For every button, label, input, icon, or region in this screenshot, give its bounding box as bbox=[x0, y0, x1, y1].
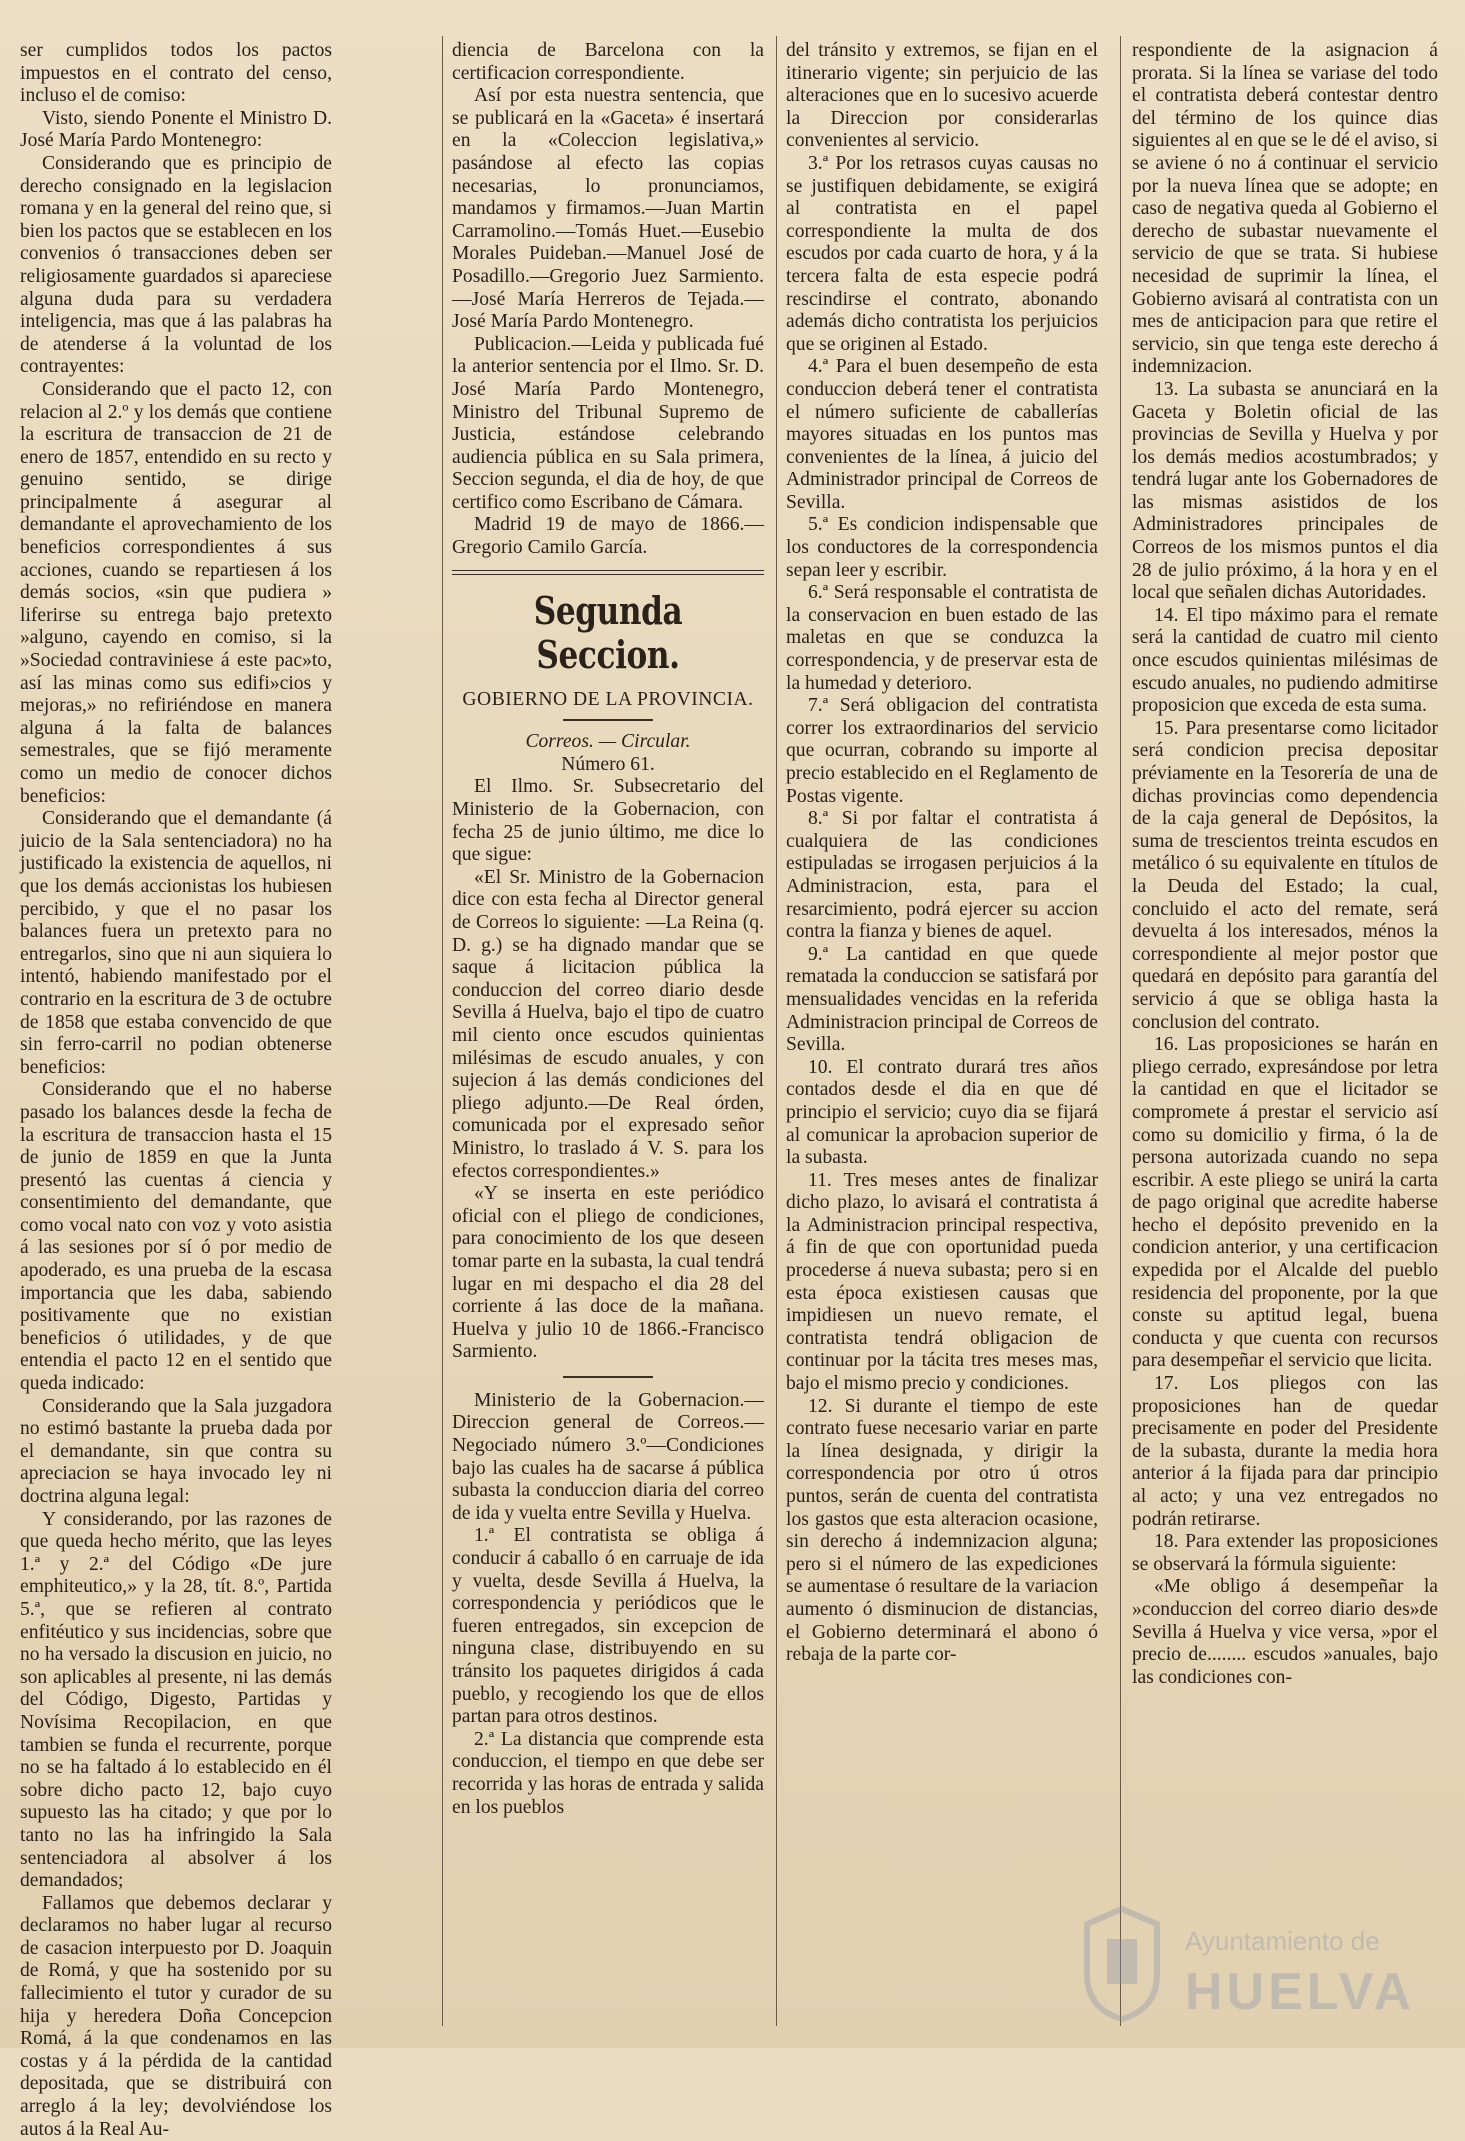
paragraph: 15. Para presentarse como licitador será condicion precisa depositar préviamente en la Tesorería de una de dichas provincias como dependencia de la caja general de Depósitos, la suma de trescientos treinta escudos en metálico ó su equivalente en títulos de la Deuda del Estado; la cual, concluido el acto del remate, será devuelta á los interesados, ménos la correspondiente al mejor postor que quedará en depósito para garantía del servicio á que se obliga hasta la conclusion del contrato. bbox=[1132, 717, 1438, 1033]
paragraph: 11. Tres meses antes de finalizar dicho plazo, lo avisará el contratista á la Administracion principal respectiva, á fin de que con oportunidad pueda procederse á nueva subasta; pero si en esta época existiesen causas que impidiesen un nuevo remate, el contratista tendrá obligacion de continuar por la tácita tres meses mas, bajo el mismo precio y condiciones. bbox=[786, 1169, 1098, 1395]
paragraph: 10. El contrato durará tres años contados desde el dia en que dé principio el servicio; cuyo dia se fijará al comunicar la aprobacion superior de la subasta. bbox=[786, 1056, 1098, 1169]
column-4 bbox=[1132, 40, 1438, 2025]
column-rule bbox=[1120, 36, 1121, 2026]
paragraph: Considerando que el demandante (á juicio de la Sala sentenciadora) no ha justificado la existencia de aquellos, ni que los demás accionistas los hubiesen percibido, y que el no pasar los balances fuera un pretexto para no entregarlos, sino que ni aun siquiera lo intentó, habiendo manifestado por el contrario en la escritura de 3 de octubre de 1858 que estaba convencido de que sin ferro-carril no podian obtenerse beneficios: bbox=[20, 808, 332, 1078]
paragraph: 17. Los pliegos con las proposiciones han de quedar precisamente en poder del Presidente de la subasta, durante la media hora anterior á la fijada para dar principio al acto; y una vez entregados no podrán retirarse. bbox=[1132, 1373, 1438, 1530]
paragraph: ser cumplidos todos los pactos impuestos en el contrato del censo, incluso el de comiso: bbox=[20, 40, 332, 107]
paragraph: 18. Para extender las proposiciones se observará la fórmula siguiente: bbox=[1132, 1531, 1438, 1575]
paragraph: 8.ª Si por faltar el contratista á cualquiera de las condiciones estipuladas se irrogasen perjuicios á la Administracion, esta, para el resarcimiento, podrá ejercer su accion contra la fianza y bienes de aquel. bbox=[786, 808, 1098, 943]
column-rule bbox=[442, 36, 443, 2026]
paragraph: del tránsito y extremos, se fijan en el itinerario vigente; sin perjuicio de las alteraciones que en lo sucesivo acuerde la Direccion por considerarlas convenientes al servicio. bbox=[786, 40, 1098, 152]
paragraph: 9.ª La cantidad en que quede rematada la conduccion se satisfará por mensualidades vencidas en la referida Administracion principal de Correos de Sevilla. bbox=[786, 943, 1098, 1056]
paragraph: respondiente de la asignacion á prorata. Si la línea se variase del todo el contratista deberá contestar dentro del término de los quince dias siguientes al en que se le dé el aviso, si se aviene ó no á continuar el servicio por la nueva línea que se adopte; en caso de negativa queda al Gobierno el derecho de subastar nuevamente el servicio de que se trata. Si hubiese necesidad de suprimir la línea, el Gobierno avisará al contratista con un mes de anticipacion para que retire el servicio, sin que tenga este derecho á indemnizacion. bbox=[1132, 40, 1438, 378]
column-2 bbox=[452, 40, 764, 2025]
paragraph: 5.ª Es condicion indispensable que los conductores de la correspondencia sepan leer y escribir. bbox=[786, 514, 1098, 581]
paragraph: Considerando que es principio de derecho consignado en la legislacion romana y en la general del reino que, si bien los pactos que se establecen en los convenios ó transacciones deben ser religiosamente guardados si apareciese alguna duda para su verdadera inteligencia, mas que á las palabras ha de atenderse á la voluntad de los contrayentes: bbox=[20, 152, 332, 378]
column-1 bbox=[20, 40, 332, 2140]
section-subtitle: GOBIERNO DE LA PROVINCIA. bbox=[462, 688, 754, 710]
paragraph: Madrid 19 de mayo de 1866.—Gregorio Camilo García. bbox=[452, 514, 764, 559]
paragraph: El Ilmo. Sr. Subsecretario del Ministerio de la Gobernacion, con fecha 25 de junio último, me dice lo que sigue: bbox=[452, 776, 764, 866]
coat-of-arms-icon bbox=[1077, 1904, 1167, 2024]
paragraph: Considerando que el pacto 12, con relacion al 2.º y los demás que contiene la escritura de transaccion de 21 de enero de 1857, entendido en su recto y genuino sentido, se dirige principalmente á asegurar al demandante el aprovechamiento de los beneficios correspondientes á sus acciones, cuando se repartiesen á los demás socios, «sin que pudiera » liferirse su entrega bajo pretexto »alguno, cayendo en comiso, si la »Sociedad contraviniese á este pac»to, así las minas como sus edifi»cios y mejoras,» no refiriéndose en manera alguna á la falta de balances semestrales, que se fijó meramente como un medio de conocer dichos beneficios: bbox=[20, 378, 332, 807]
paragraph: Considerando que el no haberse pasado los balances desde la fecha de la escritura de transaccion hasta el 15 de junio de 1859 en que la Junta presentó las cuentas á ciencia y consentimiento del demandante, que como vocal nato con voz y voto asistia á las sesiones por sí ó por medio de apoderado, es una prueba de la escasa importancia que les daba, sabiendo positivamente que no existian beneficios ó utilidades, y de que entendia el pacto 12 en el sentido que queda indicado: bbox=[20, 1079, 332, 1395]
paragraph: Fallamos que debemos declarar y declaramos no haber lugar al recurso de casacion interpuesto por D. Joaquin de Romá, y que ha sostenido por su fallecimiento el tutor y curador de su hija y heredera Doña Concepcion Romá, á la que condenamos en las costas y á la pérdida de la cantidad depositada, que se distribuirá con arreglo á la ley; devolviéndose los autos á la Real Au- bbox=[20, 1892, 332, 2140]
paragraph: Ministerio de la Gobernacion.—Direccion general de Correos.—Negociado número 3.º—Condiciones bajo las cuales ha de sacarse á pública subasta la conduccion diaria del correo de ida y vuelta entre Sevilla y Huelva. bbox=[452, 1389, 764, 1524]
paragraph: 6.ª Será responsable el contratista de la conservacion en buen estado de las maletas en que se conduzca la correspondencia, y de preservar esta de la humedad y deterioro. bbox=[786, 582, 1098, 694]
section-title: Segunda Seccion. bbox=[533, 587, 683, 677]
paragraph: 3.ª Por los retrasos cuyas causas no se justifiquen debidamente, se exigirá al contratista en el papel correspondiente la multa de dos escudos por cada cuarto de hora, y á la tercera falta de esta especie podrá rescindirse el contrato, abonando además dicho contratista los perjuicios que se originen al Estado. bbox=[786, 152, 1098, 355]
section-separator bbox=[452, 570, 764, 575]
paragraph: Así por esta nuestra sentencia, que se publicará en la «Gaceta» é insertará en la «Coleccion legislativa,» pasándose al efecto las copias necesarias, lo pronunciamos, mandamos y firmamos.—Juan Martin Carramolino.—Tomás Huet.—Eusebio Morales Puideban.—Manuel José de Posadillo.—Gregorio Juez Sarmiento.—José María Herreros de Tejada.—José María Pardo Montenegro. bbox=[452, 85, 764, 333]
paragraph: «Me obligo á desempeñar la »conduccion del correo diario des»de Sevilla á Huelva y vice versa, »por el precio de........ escudos »anuales, bajo las condiciones con- bbox=[1132, 1576, 1438, 1688]
paragraph: 4.ª Para el buen desempeño de esta conduccion deberá tener el contratista el número suficiente de caballerías mayores situadas en los puntos mas convenientes de la línea, á juicio del Administrador principal de Correos de Sevilla. bbox=[786, 356, 1098, 513]
paragraph: 13. La subasta se anunciará en la Gaceta y Boletin oficial de las provincias de Sevilla y Huelva y por los demás medios acostumbrados; y tendrá lugar ante los Gobernadores de las mismas asistidos de los Administradores principales de Correos de los mismos puntos el dia 28 de julio próximo, á la hora y en el local que señalen dichas Autoridades. bbox=[1132, 378, 1438, 604]
paragraph: «Y se inserta en este periódico oficial con el pliego de condiciones, para conocimiento de los que deseen tomar parte en la subasta, la cual tendrá lugar en mi despacho el dia 28 del corriente á las doce de la mañana. Huelva y julio 10 de 1866.-Francisco Sarmiento. bbox=[452, 1183, 764, 1363]
paragraph: 14. El tipo máximo para el remate será la cantidad de cuatro mil ciento once escudos quinientas milésimas de escudo anuales, no pudiendo admitirse proposicion que exceda de esta suma. bbox=[1132, 604, 1438, 717]
paragraph: Considerando que la Sala juzgadora no estimó bastante la prueba dada por el demandante, sin que contra su apreciacion se haya invocado ley ni doctrina alguna legal: bbox=[20, 1395, 332, 1507]
paragraph: Y considerando, por las razones de que queda hecho mérito, que las leyes 1.ª y 2.ª del Código «De jure emphiteutico,» y la 28, tít. 8.º, Partida 5.ª, que se refieren al contrato enfitéutico y sus incidencias, sobre que no ha versado la discusion en juicio, no son aplicables al presente, ni las demás del Código, Digesto, Partidas y Novísima Recopilacion, en que tambien se funda el recurrente, porque no se ha faltado á lo establecido en él sobre dicho pacto 12, bajo cuyo supuesto las ha citado; y que por lo tanto no las ha infringido la Sala sentenciadora al absolver á los demandados; bbox=[20, 1508, 332, 1892]
paragraph: 2.ª La distancia que comprende esta conduccion, el tiempo en que debe ser recorrida y las horas de entrada y salida en los pueblos bbox=[452, 1728, 764, 1818]
paragraph: 1.ª El contratista se obliga á conducir á caballo ó en carruaje de ida y vuelta, desde Sevilla á Huelva, la correspondencia y periódicos que le fueren entregados, sin excepcion de ninguna clase, distribuyendo en su tránsito los paquetes dirigidos á cada pueblo, y recogiendo los que de ellos partan para otros destinos. bbox=[452, 1525, 764, 1728]
paragraph: 7.ª Será obligacion del contratista correr los extraordinarios del servicio que ocurran, cobrando su importe al precio establecido en el Reglamento de Postas vigente. bbox=[786, 695, 1098, 807]
paragraph: Publicacion.—Leida y publicada fué la anterior sentencia por el Ilmo. Sr. D. José María Pardo Montenegro, Ministro del Tribunal Supremo de Justicia, estándose celebrando audiencia pública en su Sala primera, Seccion segunda, el dia de hoy, de que certifico como Escribano de Cámara. bbox=[452, 333, 764, 513]
archive-watermark bbox=[1077, 1904, 1417, 2034]
paragraph: Visto, siendo Ponente el Ministro D. José María Pardo Montenegro: bbox=[20, 107, 332, 152]
circular-number: Número 61. bbox=[561, 753, 655, 775]
column-3 bbox=[786, 40, 1098, 2025]
watermark-line1: Ayuntamiento de bbox=[1185, 1926, 1380, 1956]
paragraph: «El Sr. Ministro de la Gobernacion dice con esta fecha al Director general de Correos lo siguiente: —La Reina (q. D. g.) se ha dignado mandar que se saque á licitacion pública la conduccion del correo diario desde Sevilla á Huelva, bajo el tipo de cuatro mil ciento once escudos quinientas milésimas de escudo anuales, y con sujecion á las demás condiciones del pliego adjunto.—De Real órden, comunicada por el expresado señor Ministro, lo traslado á V. S. para los efectos correspondientes.» bbox=[452, 866, 764, 1182]
short-rule bbox=[563, 1376, 653, 1378]
paragraph: 16. Las proposiciones se harán en pliego cerrado, expresándose por letra la cantidad en que el licitador se compromete á prestar el servicio así como su domicilio y firma, ó la de persona autorizada cuando no sepa escribir. A este pliego se unirá la carta de pago original que acredite haberse hecho el depósito prevenido en la condicion anterior, y una certificacion expedida por el Alcalde del pueblo residencia del proponente, por la que conste su aptitud legal, buena conducta y que cuenta con recursos para desempeñar el servicio que licita. bbox=[1132, 1034, 1438, 1372]
watermark-line2: HUELVA bbox=[1185, 1963, 1416, 2021]
paragraph: diencia de Barcelona con la certificacion correspondiente. bbox=[452, 40, 764, 84]
column-rule bbox=[776, 36, 777, 2026]
circular-heading: Correos. — Circular. bbox=[525, 731, 691, 753]
paragraph: 12. Si durante el tiempo de este contrato fuese necesario variar en parte la línea designada, y dirigir la correspondencia por otro ú otros puntos, serán de cuenta del contratista los gastos que esta alteracion ocasione, sin derecho á indemnizacion alguna; pero si el número de las expediciones se aumentase ó resultare de la variacion aumento ó disminucion de distancias, el Gobierno determinará el abono ó rebaja de la parte cor- bbox=[786, 1395, 1098, 1666]
short-rule bbox=[563, 719, 653, 721]
